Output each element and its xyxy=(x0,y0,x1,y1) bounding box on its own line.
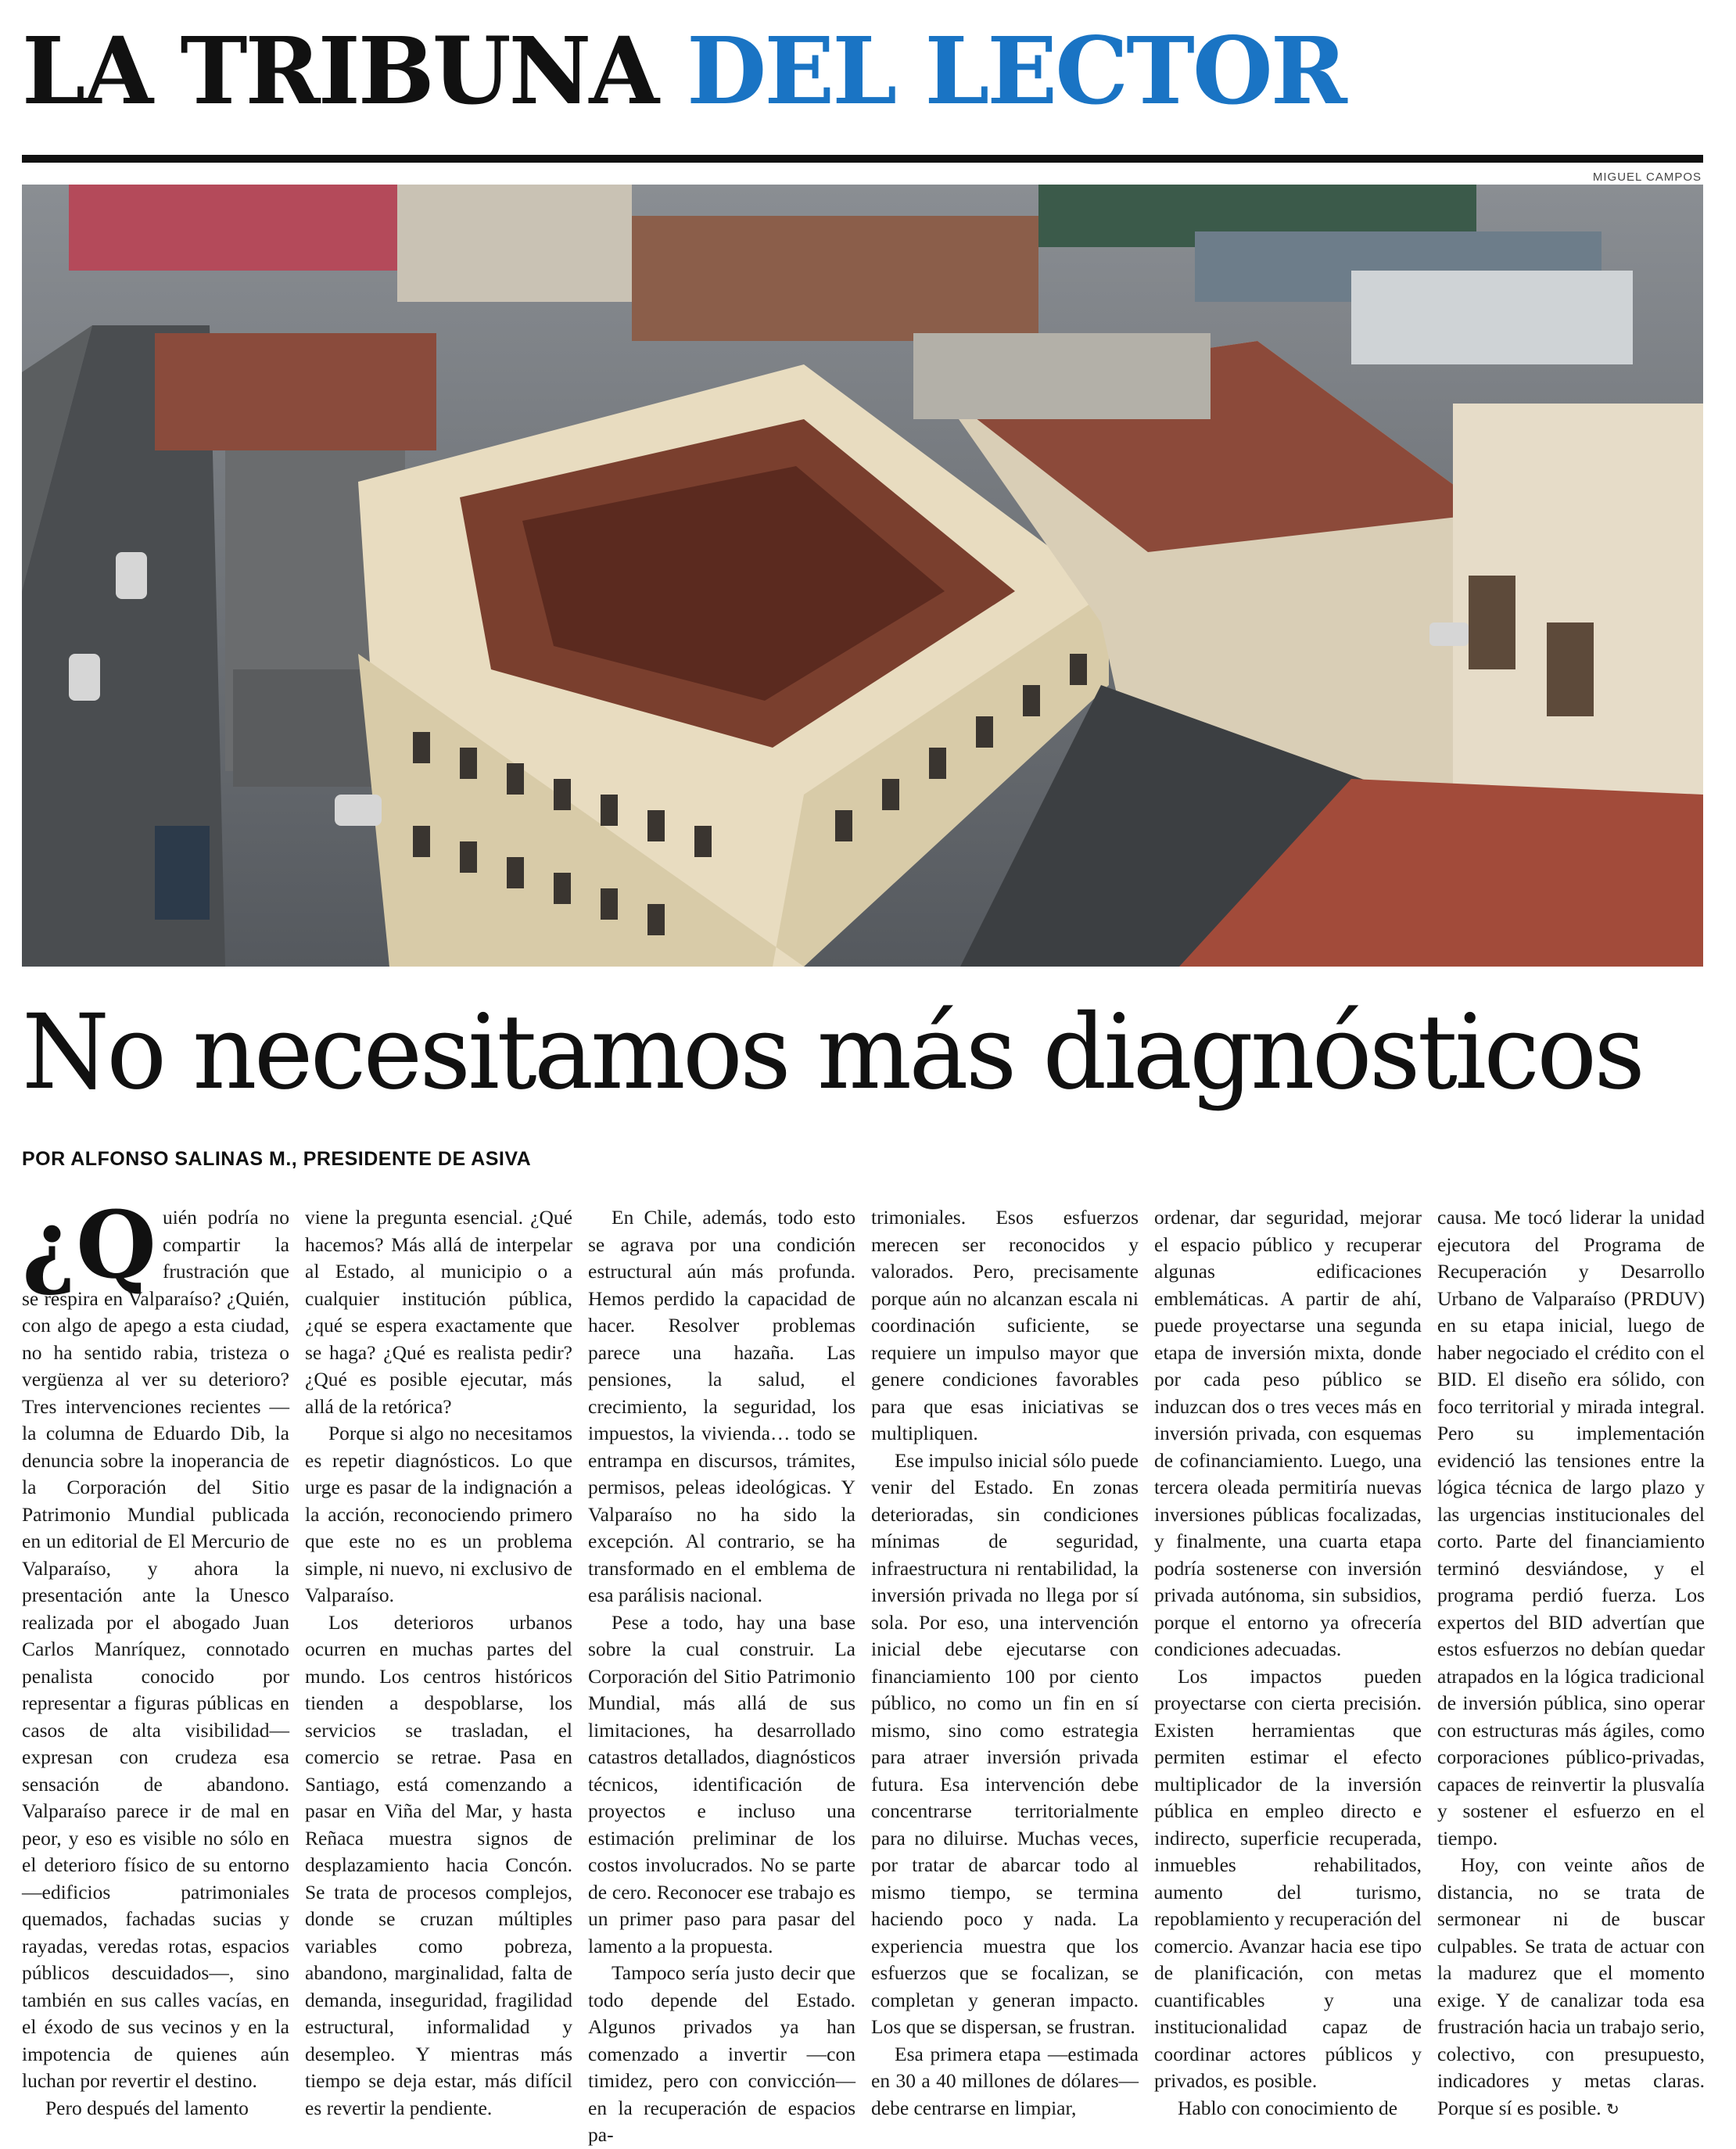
paragraph: viene la pregunta esencial. ¿Qué hacemos? Más allá de interpelar al Estado, al municipio o a cualquier institución pública, ¿qué se espera exactamente que se haga? ¿Qué es realista pedir? ¿Qué es posible ejecutar, más allá de la retórica? xyxy=(305,1206,572,1418)
article-column-1 xyxy=(22,1190,289,2135)
end-mark-icon: ↻ xyxy=(1606,2099,1619,2119)
masthead-title-part1: LA TRIBUNA xyxy=(22,16,658,125)
paragraph: En Chile, además, todo esto se agrava por una condición estructural aún más profunda. Hemos perdido la capacidad de hacer. Resolver problemas parece una hazaña. Las pensiones, la salud, el crecimiento, la seguridad, los impuestos, la vivienda… todo se entrampa en discursos, trámites, permisos, peleas ideológicas. Y Valparaíso no ha sido la excepción. Al contrario, se ha transformado en el emblema de esa parálisis nacional. xyxy=(588,1206,855,1606)
aerial-city-photo xyxy=(22,185,1703,967)
paragraph: Los deterioros urbanos ocurren en muchas partes del mundo. Los centros históricos tienden a despoblarse, los servicios se trasladan, el comercio se retrae. Pasa en Santiago, está comenzando a pasar en Viña del Mar, y hasta Reñaca muestra signos de desplazamiento hacia Concón. Se trata de procesos complejos, donde se cruzan múltiples variables como pobreza, abandono, marginalidad, falta de demanda, inseguridad, fragilidad estructural, informalidad y desempleo. Y mientras más tiempo se deja estar, más difícil es revertir la pendiente. xyxy=(305,1610,572,2119)
paragraph: Los impactos pueden proyectarse con cierta precisión. Existen herramientas que permiten estimar el efecto multiplicador de la inversión pública en empleo directo e indirecto, superficie recuperada, inmuebles rehabilitados, aumento del turismo, repoblamiento y recuperación del comercio. Avanzar hacia ese tipo de planificación, con metas cuantificables y una institucionalidad capaz de coordinar actores públicos y privados, es posible. xyxy=(1154,1664,1422,2092)
article-column-6 xyxy=(1437,1204,1705,2135)
photo-credit: MIGUEL CAMPOS xyxy=(1592,170,1702,184)
paragraph: Hoy, con veinte años de distancia, no se trata de sermonear ni de buscar culpables. Se trata de actuar con la madurez que el momento exige. Y de canalizar toda esa frustración hacia un trabajo serio, colectivo, con presupuesto, indicadores y metas claras. Porque sí es posible. ↻ xyxy=(1437,1853,1705,2119)
masthead xyxy=(22,14,1703,131)
masthead-title-part2: DEL LECTOR xyxy=(687,16,1345,125)
paragraph: ordenar, dar seguridad, mejorar el espacio público y recuperar algunas edificaciones emblemáticas. A partir de ahí, puede proyectarse una segunda etapa de inversión mixta, donde por cada peso público se induzcan dos o tres veces más en inversión privada, con esquemas de cofinanciamiento. Luego, una tercera oleada permitiría nuevas inversiones públicas focalizadas, y finalmente, una cuarta etapa podría sostenerse con inversión privada autónoma, sin subsidios, porque el entorno ya ofrecería condiciones adecuadas. xyxy=(1154,1206,1422,1660)
paragraph: Hablo con conocimiento de xyxy=(1178,2096,1398,2119)
paragraph: Pese a todo, hay una base sobre la cual construir. La Corporación del Sitio Patrimonio Mundial, más allá de sus limitaciones, ha desarrollado catastros detallados, diagnósticos técnicos, identificación de proyectos e incluso una estimación preliminar de los costos involucrados. No se parte de cero. Reconocer ese trabajo es un primer paso para pasar del lamento a la propuesta. xyxy=(588,1610,855,1957)
paragraph: trimoniales. Esos esfuerzos merecen ser reconocidos y valorados. Pero, precisamente porque aún no alcanzan escala ni coordinación suficiente, se requiere un impulso mayor que genere condiciones favorables para que esas iniciativas se multipliquen. xyxy=(871,1206,1139,1444)
article-column-4 xyxy=(871,1204,1139,2135)
article-photo xyxy=(22,185,1703,967)
paragraph: Porque si algo no necesitamos es repetir diagnósticos. Lo que urge es pasar de la indignación a la acción, reconociendo primero que este no es un problema simple, ni nuevo, ni exclusivo de Valparaíso. xyxy=(305,1422,572,1606)
paragraph: Esa primera etapa —estimada en 30 a 40 millones de dólares— debe centrarse en limpiar, xyxy=(871,2042,1139,2119)
dropcap: ¿Q xyxy=(22,1190,156,1299)
paragraph: ¿Q uién podría no compartir la frustración que se respira en Valparaíso? ¿Quién, con algo de apego a esta ciudad, no ha sentido rabia, tristeza o vergüenza al ver su deterioro? Tres intervenciones recientes —la columna de Eduardo Dib, la denuncia sobre la inoperancia de la Corporación del Sitio Patrimonio Mundial publicada en un editorial de El Mercurio de Valparaíso, y ahora la presentación ante la Unesco realizada por el abogado Juan Carlos Manríquez, connotado penalista conocido por representar a figuras públicas en casos de alta visibilidad— expresan con crudeza esa sensación de abandono. Valparaíso parece ir de mal en peor, y eso es visible no sólo en el deterioro físico de su entorno —edificios patrimoniales quemados, fachadas sucias y rayadas, veredas rotas, espacios públicos descuidados—, sino también en sus calles vacías, en el éxodo de sus vecinos y en la impotencia de quienes aún luchan por revertir el destino. xyxy=(22,1190,289,2092)
paragraph: Tampoco sería justo decir que todo depende del Estado. Algunos privados ya han comenzado a invertir —con timidez, pero con convicción— en la recuperación de espacios pa- xyxy=(588,1961,855,2146)
article-body xyxy=(22,1190,1711,2146)
article-byline: POR ALFONSO SALINAS M., PRESIDENTE DE ASIVA xyxy=(22,1148,532,1170)
article-headline: No necesitamos más diagnósticos xyxy=(22,992,1643,1113)
masthead-rule xyxy=(22,155,1703,163)
paragraph: causa. Me tocó liderar la unidad ejecutora del Programa de Recuperación y Desarrollo Urbano de Valparaíso (PRDUV) en su etapa inicial, luego de haber negociado el crédito con el BID. El diseño era sólido, con foco territorial y mirada integral. Pero su implementación evidenció las tensiones entre la lógica técnica de largo plazo y las urgencias institucionales del corto. Parte del financiamiento terminó desviándose, y el programa perdió fuerza. Los expertos del BID advertían que estos esfuerzos no debían quedar atrapados en la lógica tradicional de inversión pública, sino operar con estructuras más ágiles, como corporaciones público-privadas, capaces de reinvertir la plusvalía y sostener el esfuerzo en el tiempo. xyxy=(1437,1206,1705,1849)
paragraph: Pero después del lamento xyxy=(45,2096,249,2119)
article-column-5 xyxy=(1154,1204,1422,2135)
article-column-3 xyxy=(588,1204,855,2146)
article-column-2 xyxy=(305,1204,572,2135)
paragraph: Ese impulso inicial sólo puede venir del Estado. En zonas deterioradas, sin condiciones mínimas de seguridad, infraestructura ni rentabilidad, la inversión privada no llega por sí sola. Por eso, una intervención inicial debe ejecutarse con financiamiento 100 por ciento público, no como un fin en sí mismo, sino como estrategia para atraer inversión privada futura. Esa intervención debe concentrarse territorialmente para no diluirse. Muchas veces, por tratar de abarcar todo al mismo tiempo, se termina haciendo poco y nada. La experiencia muestra que los esfuerzos que se focalizan, se completan y generan impacto. Los que se dispersan, se frustran. xyxy=(871,1448,1139,2038)
